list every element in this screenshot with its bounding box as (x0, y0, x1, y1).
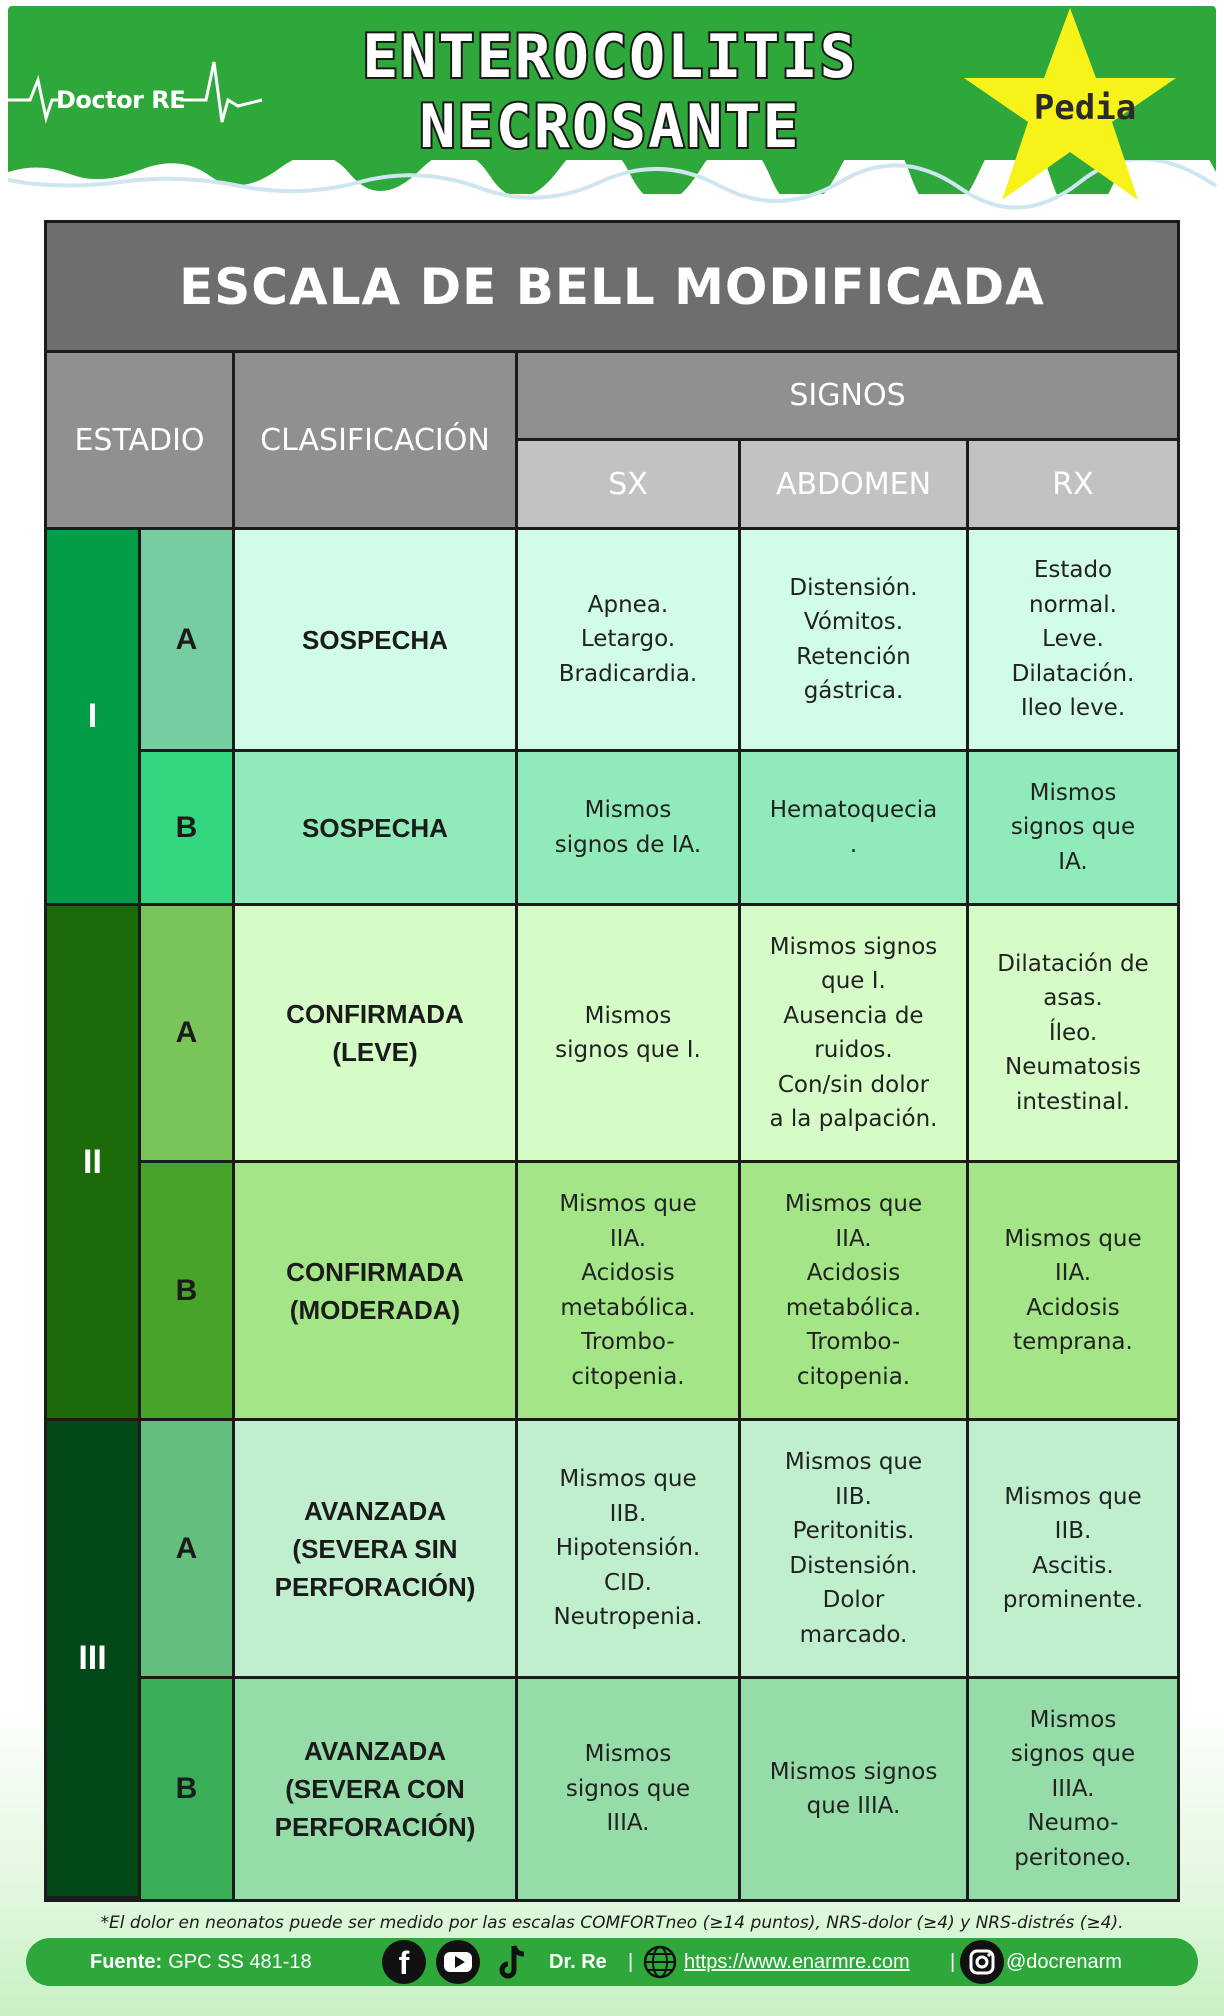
website-link[interactable]: https://www.enarmre.com (684, 1950, 910, 1973)
classification-iiib: AVANZADA (SEVERA CON PERFORACIÓN) (235, 1679, 518, 1899)
classification-iia: CONFIRMADA (LEVE) (235, 906, 518, 1163)
source-value: GPC SS 481-18 (168, 1950, 312, 1973)
facebook-icon[interactable] (382, 1940, 426, 1984)
rx-ib: Mismos signos que IA. (969, 752, 1177, 906)
abdomen-iib: Mismos que IIA. Acidosis metabólica. Trombo- citopenia. (741, 1163, 969, 1421)
table-title: ESCALA DE BELL MODIFICADA (47, 223, 1177, 353)
footer-bar (26, 1938, 1198, 1986)
header-abdomen: ABDOMEN (741, 441, 969, 530)
header-clasificacion: CLASIFICACIÓN (235, 353, 518, 530)
substage-iia: A (141, 906, 235, 1163)
source-label: Fuente: (90, 1950, 163, 1973)
bell-scale-table (44, 220, 1180, 1902)
classification-ib: SOSPECHA (235, 752, 518, 906)
abdomen-iia: Mismos signos que I. Ausencia de ruidos. Con/sin dolor a la palpación. (741, 906, 969, 1163)
footer-separator: | (628, 1950, 634, 1973)
rx-iiib: Mismos signos que IIIA. Neumo- peritoneo. (969, 1679, 1177, 1899)
classification-ia: SOSPECHA (235, 530, 518, 752)
substage-ib: B (141, 752, 235, 906)
rx-ia: Estado normal. Leve. Dilatación. Ileo leve. (969, 530, 1177, 752)
header-estadio: ESTADIO (47, 353, 235, 530)
rx-iiia: Mismos que IIB. Ascitis. prominente. (969, 1421, 1177, 1679)
tiktok-icon[interactable] (490, 1940, 534, 1984)
abdomen-iiib: Mismos signos que IIIA. (741, 1679, 969, 1899)
footer-name: Dr. Re (549, 1950, 607, 1973)
substage-iib: B (141, 1163, 235, 1421)
instagram-handle[interactable]: @docrenarm (1006, 1950, 1122, 1973)
classification-iib: CONFIRMADA (MODERADA) (235, 1163, 518, 1421)
header-sx: SX (518, 441, 741, 530)
stage-i: I (47, 530, 141, 906)
substage-iiia: A (141, 1421, 235, 1679)
footer-separator-2: | (950, 1950, 956, 1973)
page-title (300, 22, 920, 162)
title-line-1: ENTEROCOLITIS (362, 22, 858, 92)
abdomen-ia: Distensión. Vómitos. Retención gástrica. (741, 530, 969, 752)
abdomen-iiia: Mismos que IIB. Peritonitis. Distensión. Dolor marcado. (741, 1421, 969, 1679)
sx-iia: Mismos signos que I. (518, 906, 741, 1163)
rx-iib: Mismos que IIA. Acidosis temprana. (969, 1163, 1177, 1421)
sx-iib: Mismos que IIA. Acidosis metabólica. Trombo- citopenia. (518, 1163, 741, 1421)
title-line-2: NECROSANTE (419, 92, 801, 162)
category-badge: Pedia (1033, 88, 1137, 128)
stage-iii: III (47, 1421, 141, 1899)
sx-ib: Mismos signos de IA. (518, 752, 741, 906)
youtube-icon[interactable] (436, 1940, 480, 1984)
substage-ia: A (141, 530, 235, 752)
sx-ia: Apnea. Letargo. Bradicardia. (518, 530, 741, 752)
classification-iiia: AVANZADA (SEVERA SIN PERFORACIÓN) (235, 1421, 518, 1679)
abdomen-ib: Hematoquecia . (741, 752, 969, 906)
substage-iiib: B (141, 1679, 235, 1899)
sx-iiia: Mismos que IIB. Hipotensión. CID. Neutropenia. (518, 1421, 741, 1679)
globe-icon (638, 1940, 682, 1984)
sx-iiib: Mismos signos que IIIA. (518, 1679, 741, 1899)
stage-ii: II (47, 906, 141, 1421)
rx-iia: Dilatación de asas. Íleo. Neumatosis intestinal. (969, 906, 1177, 1163)
footnote: *El dolor en neonatos puede ser medido por las escalas COMFORTneo (≥14 puntos), NRS-dolor (≥4) y NRS-distrés (≥4). (100, 1913, 1124, 1933)
instagram-icon[interactable] (960, 1940, 1004, 1984)
header-rx: RX (969, 441, 1177, 530)
svg-text:f: f (398, 1945, 410, 1981)
logo-text: Doctor RE (56, 86, 186, 114)
header-signos: SIGNOS (518, 353, 1177, 441)
footer-source (90, 1938, 312, 1986)
